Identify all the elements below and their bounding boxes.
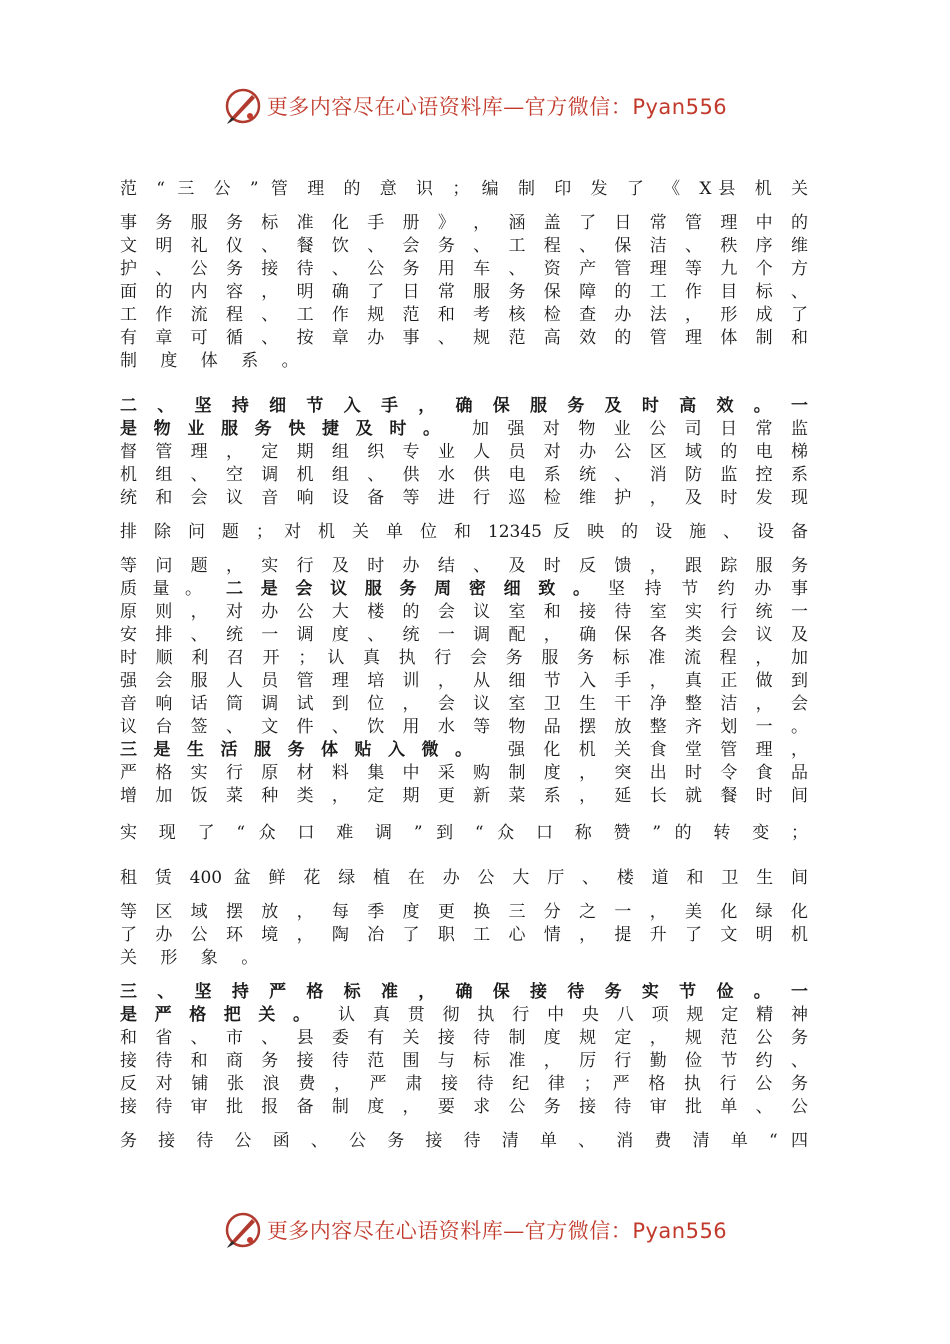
text-line: 有 章 可 循 、 按 章 办 事 、 规 范 高 效 的 管 理 体 制 和: [120, 328, 808, 348]
banner-text: [267, 1215, 727, 1245]
text-segment: 强 化 机 关 食 堂 管 理 ，: [508, 740, 808, 760]
brush-logo-icon: [223, 1210, 263, 1250]
footer-banner: [0, 1208, 950, 1252]
text-segment: 加 强 对 物 业 公 司 日 常 监: [472, 419, 808, 439]
text-line: 原 则 ， 对 办 公 大 楼 的 会 议 室 和 接 待 室 实 行 统 一: [120, 602, 808, 622]
subheading-property-service: 是 物 业 服 务 快 捷 及 时 。: [120, 419, 440, 439]
text-line: 文 明 礼 仪 、 餐 饮 、 会 务 、 工 程 、 保 洁 、 秩 序 维: [120, 236, 808, 256]
text-line: 了 办 公 环 境 ， 陶 冶 了 职 工 心 情 ， 提 升 了 文 明 机: [120, 925, 808, 945]
document-body: [120, 178, 808, 1153]
subheading-strict-control: 是 严 格 把 关 。: [120, 1005, 310, 1025]
text-line: 护 、 公 务 接 待 、 公 务 用 车 、 资 产 管 理 等 九 个 方: [120, 259, 808, 279]
header-banner: [0, 84, 950, 128]
text-line: 范 “ 三 公 ” 管 理 的 意 识 ； 编 制 印 发 了 《 X县 机 关: [120, 179, 808, 199]
text-line: [120, 578, 808, 601]
text-line: 增 加 饭 菜 种 类 ， 定 期 更 新 菜 系 ， 延 长 就 餐 时 间: [120, 786, 808, 806]
text-line: 和 省 、 市 、 县 委 有 关 接 待 制 度 规 定 ， 规 范 公 务: [120, 1028, 808, 1048]
text-line: 关 形 象 。: [120, 948, 268, 968]
text-line: 排 除 问 题 ； 对 机 关 单 位 和 12345 反 映 的 设 施 、 设 备: [120, 522, 808, 542]
banner-wechat-id: Pyan556: [632, 95, 728, 119]
text-segment: 坚 持 节 约 办 事: [608, 579, 808, 599]
text-line: 务 接 待 公 函 、 公 务 接 待 清 单 、 消 费 清 单 “ 四: [120, 1131, 808, 1151]
text-line: 时 顺 利 召 开 ； 认 真 执 行 会 务 服 务 标 准 流 程 ， 加: [120, 648, 808, 668]
text-line: 租 赁 400 盆 鲜 花 绿 植 在 办 公 大 厅 、 楼 道 和 卫 生 间: [120, 868, 808, 888]
text-line: 工 作 流 程 、 工 作 规 范 和 考 核 检 查 办 法 ， 形 成 了: [120, 305, 808, 325]
text-line: 严 格 实 行 原 材 料 集 中 采 购 制 度 ， 突 出 时 令 食 品: [120, 763, 808, 783]
text-line: [120, 1004, 808, 1027]
text-line: 反 对 铺 张 浪 费 ， 严 肃 接 待 纪 律 ； 严 格 执 行 公 务: [120, 1074, 808, 1094]
text-line: 强 会 服 人 员 管 理 培 训 ， 从 细 节 入 手 ， 真 正 做 到: [120, 671, 808, 691]
text-line: 制 度 体 系 。: [120, 351, 308, 371]
text-line: [120, 739, 808, 762]
text-line: 安 排 、 统 一 调 度 、 统 一 调 配 ， 确 保 各 类 会 议 及: [120, 625, 808, 645]
text-line: 面 的 内 容 ， 明 确 了 日 常 服 务 保 障 的 工 作 目 标 、: [120, 282, 808, 302]
banner-wechat-id: Pyan556: [632, 1219, 728, 1243]
text-segment: 认 真 贯 彻 执 行 中 央 八 项 规 定 精 神: [338, 1005, 808, 1025]
banner-text-cn: 更多内容尽在心语资料库—官方微信：: [266, 1219, 633, 1243]
text-line: 机 组 、 空 调 机 组 、 供 水 供 电 系 统 、 消 防 监 控 系: [120, 465, 808, 485]
text-line: 统 和 会 议 音 响 设 备 等 进 行 巡 检 维 护 ， 及 时 发 现: [120, 488, 808, 508]
subheading-life-service: 三 是 生 活 服 务 体 贴 入 微 。: [120, 740, 472, 760]
text-line: 音 响 话 筒 调 试 到 位 ， 会 议 室 卫 生 干 净 整 洁 ， 会: [120, 694, 808, 714]
subheading-meeting-service: 二 是 会 议 服 务 周 密 细 致 。: [226, 579, 590, 599]
text-line: 接 待 审 批 报 备 制 度 ， 要 求 公 务 接 待 审 批 单 、 公: [120, 1097, 808, 1117]
text-line: 接 待 和 商 务 接 待 范 围 与 标 准 ， 厉 行 勤 俭 节 约 、: [120, 1051, 808, 1071]
text-segment: 质 量 。: [120, 579, 202, 599]
section-heading-3: 三 、 坚 持 严 格 标 准 ， 确 保 接 待 务 实 节 俭 。 一: [120, 982, 808, 1002]
text-line: 实 现 了 “ 众 口 难 调 ” 到 “ 众 口 称 赞 ” 的 转 变 ；: [120, 823, 808, 843]
text-line: 议 台 签 、 文 件 、 饮 用 水 等 物 品 摆 放 整 齐 划 一 。: [120, 717, 808, 737]
section-heading-2: 二 、 坚 持 细 节 入 手 ， 确 保 服 务 及 时 高 效 。 一: [120, 396, 808, 416]
text-line: 督 管 理 ， 定 期 组 织 专 业 人 员 对 办 公 区 域 的 电 梯: [120, 442, 808, 462]
text-line: [120, 418, 808, 441]
text-line: 事 务 服 务 标 准 化 手 册 》 ， 涵 盖 了 日 常 管 理 中 的: [120, 213, 808, 233]
banner-text-cn: 更多内容尽在心语资料库—官方微信：: [266, 95, 633, 119]
banner-text: [267, 91, 727, 121]
brush-logo-icon: [223, 86, 263, 126]
text-line: 等 问 题 ， 实 行 及 时 办 结 、 及 时 反 馈 ， 跟 踪 服 务: [120, 556, 808, 576]
text-line: 等 区 域 摆 放 ， 每 季 度 更 换 三 分 之 一 ， 美 化 绿 化: [120, 902, 808, 922]
